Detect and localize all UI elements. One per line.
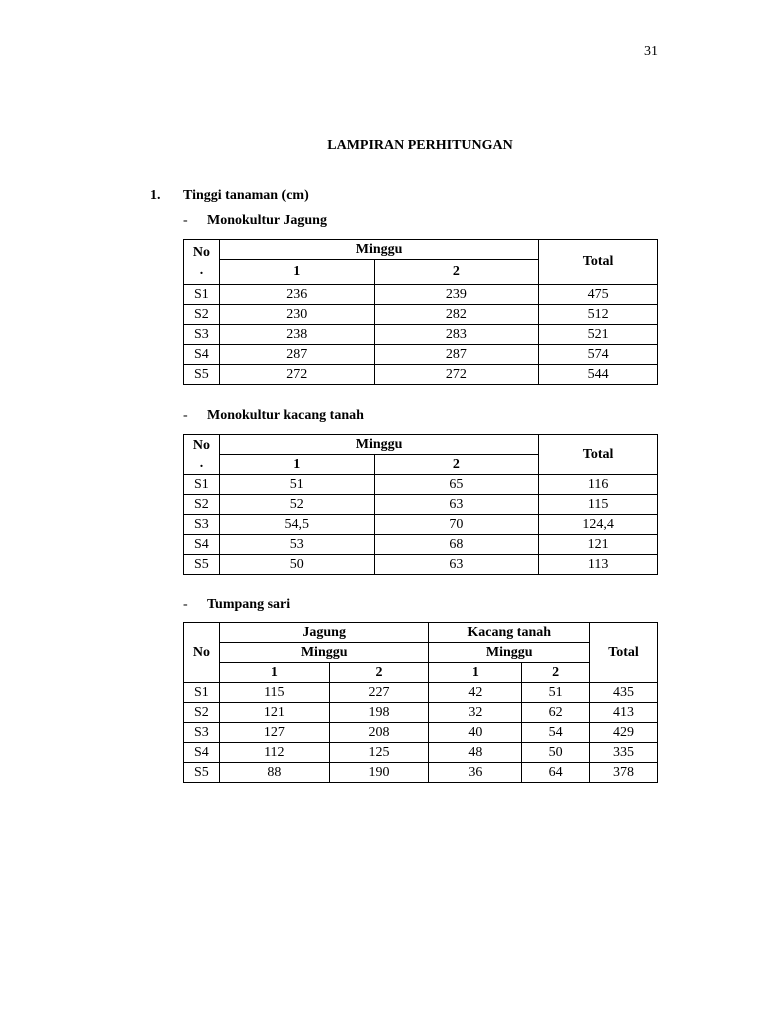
total-header: Total bbox=[539, 435, 658, 475]
table-cell: 48 bbox=[429, 743, 522, 763]
row-label-cell: S3 bbox=[184, 515, 220, 535]
no-header: No bbox=[184, 623, 220, 683]
table-cell: 435 bbox=[590, 683, 658, 703]
table-row bbox=[184, 763, 658, 783]
page-number: 31 bbox=[644, 44, 658, 59]
table-cell: 50 bbox=[219, 555, 374, 575]
table-row bbox=[184, 535, 658, 555]
table-cell: 42 bbox=[429, 683, 522, 703]
table-row bbox=[184, 743, 658, 763]
row-label-cell: S1 bbox=[184, 475, 220, 495]
table-tumpang-sari bbox=[183, 622, 658, 783]
row-label-cell: S4 bbox=[184, 743, 220, 763]
table-cell: 36 bbox=[429, 763, 522, 783]
table-cell: 121 bbox=[539, 535, 658, 555]
table-cell: 272 bbox=[374, 365, 539, 385]
table-cell: 40 bbox=[429, 723, 522, 743]
week-1-header: 1 bbox=[219, 260, 374, 285]
row-label-cell: S4 bbox=[184, 535, 220, 555]
week-1-header: 1 bbox=[219, 455, 374, 475]
no-header-line1: No bbox=[192, 437, 211, 453]
table-cell: 65 bbox=[374, 475, 539, 495]
table1-body bbox=[184, 285, 658, 385]
table-cell: 63 bbox=[374, 495, 539, 515]
bullet-dash: - bbox=[183, 597, 188, 612]
table-cell: 112 bbox=[219, 743, 329, 763]
jagung-week-1-header: 1 bbox=[219, 663, 329, 683]
table-cell: 544 bbox=[539, 365, 658, 385]
table-cell: 190 bbox=[329, 763, 429, 783]
table-cell: 52 bbox=[219, 495, 374, 515]
total-header: Total bbox=[539, 240, 658, 285]
table-cell: 283 bbox=[374, 325, 539, 345]
table-cell: 282 bbox=[374, 305, 539, 325]
table-row bbox=[184, 723, 658, 743]
table1-subtitle: Monokultur Jagung bbox=[207, 213, 327, 228]
kacang-tanah-header: Kacang tanah bbox=[429, 623, 590, 643]
table-row bbox=[184, 285, 658, 305]
jagung-header: Jagung bbox=[219, 623, 428, 643]
table2-subtitle: Monokultur kacang tanah bbox=[207, 408, 364, 423]
table-cell: 51 bbox=[522, 683, 590, 703]
bullet-dash: - bbox=[183, 213, 188, 228]
table-cell: 116 bbox=[539, 475, 658, 495]
table-cell: 378 bbox=[590, 763, 658, 783]
table-cell: 521 bbox=[539, 325, 658, 345]
row-label-cell: S2 bbox=[184, 495, 220, 515]
week-2-header: 2 bbox=[374, 455, 539, 475]
table-cell: 127 bbox=[219, 723, 329, 743]
table-cell: 54 bbox=[522, 723, 590, 743]
table-row bbox=[184, 325, 658, 345]
table-cell: 272 bbox=[219, 365, 374, 385]
table2-body bbox=[184, 475, 658, 575]
table-cell: 88 bbox=[219, 763, 329, 783]
table-cell: 53 bbox=[219, 535, 374, 555]
no-header-line1: No bbox=[192, 245, 211, 260]
table-cell: 475 bbox=[539, 285, 658, 305]
table-row bbox=[184, 703, 658, 723]
table-monokultur-kacang-tanah bbox=[183, 434, 658, 575]
table3-body bbox=[184, 683, 658, 783]
table-cell: 236 bbox=[219, 285, 374, 305]
no-header-line2: . bbox=[199, 263, 204, 278]
row-label-cell: S1 bbox=[184, 285, 220, 305]
table-row bbox=[184, 555, 658, 575]
no-header bbox=[184, 240, 220, 285]
jagung-minggu-header: Minggu bbox=[219, 643, 428, 663]
table-cell: 429 bbox=[590, 723, 658, 743]
table-cell: 70 bbox=[374, 515, 539, 535]
no-header bbox=[184, 435, 220, 475]
row-label-cell: S1 bbox=[184, 683, 220, 703]
table-cell: 230 bbox=[219, 305, 374, 325]
table-cell: 64 bbox=[522, 763, 590, 783]
row-label-cell: S5 bbox=[184, 555, 220, 575]
table-row bbox=[184, 515, 658, 535]
row-label-cell: S3 bbox=[184, 723, 220, 743]
bullet-dash: - bbox=[183, 408, 188, 423]
table-cell: 113 bbox=[539, 555, 658, 575]
table-row bbox=[184, 475, 658, 495]
row-label-cell: S5 bbox=[184, 365, 220, 385]
table-cell: 125 bbox=[329, 743, 429, 763]
table-cell: 115 bbox=[539, 495, 658, 515]
table-cell: 63 bbox=[374, 555, 539, 575]
table3-subtitle: Tumpang sari bbox=[207, 597, 291, 612]
table-cell: 50 bbox=[522, 743, 590, 763]
table-cell: 124,4 bbox=[539, 515, 658, 535]
row-label-cell: S2 bbox=[184, 703, 220, 723]
table-cell: 512 bbox=[539, 305, 658, 325]
table-cell: 287 bbox=[374, 345, 539, 365]
table-monokultur-jagung bbox=[183, 239, 658, 385]
no-header-line2: . bbox=[199, 455, 204, 471]
row-label-cell: S5 bbox=[184, 763, 220, 783]
table-row bbox=[184, 495, 658, 515]
table-cell: 574 bbox=[539, 345, 658, 365]
kacang-week-2-header: 2 bbox=[522, 663, 590, 683]
kacang-minggu-header: Minggu bbox=[429, 643, 590, 663]
table-cell: 227 bbox=[329, 683, 429, 703]
kacang-week-1-header: 1 bbox=[429, 663, 522, 683]
row-label-cell: S2 bbox=[184, 305, 220, 325]
week-2-header: 2 bbox=[374, 260, 539, 285]
table-row bbox=[184, 305, 658, 325]
section-title: Tinggi tanaman (cm) bbox=[183, 188, 309, 203]
row-label-cell: S4 bbox=[184, 345, 220, 365]
jagung-week-2-header: 2 bbox=[329, 663, 429, 683]
table-cell: 287 bbox=[219, 345, 374, 365]
table-row bbox=[184, 345, 658, 365]
table-cell: 335 bbox=[590, 743, 658, 763]
table-cell: 54,5 bbox=[219, 515, 374, 535]
table-cell: 238 bbox=[219, 325, 374, 345]
table-cell: 51 bbox=[219, 475, 374, 495]
table-cell: 239 bbox=[374, 285, 539, 305]
group-header: Minggu bbox=[219, 240, 538, 260]
section-number: 1. bbox=[150, 188, 161, 203]
table-cell: 115 bbox=[219, 683, 329, 703]
table-cell: 121 bbox=[219, 703, 329, 723]
total-header: Total bbox=[590, 623, 658, 683]
table-cell: 198 bbox=[329, 703, 429, 723]
table-cell: 413 bbox=[590, 703, 658, 723]
table-cell: 32 bbox=[429, 703, 522, 723]
page-title: LAMPIRAN PERHITUNGAN bbox=[327, 138, 513, 153]
table-cell: 68 bbox=[374, 535, 539, 555]
table-cell: 208 bbox=[329, 723, 429, 743]
table-row bbox=[184, 365, 658, 385]
group-header: Minggu bbox=[219, 435, 538, 455]
table-row bbox=[184, 683, 658, 703]
row-label-cell: S3 bbox=[184, 325, 220, 345]
table-cell: 62 bbox=[522, 703, 590, 723]
